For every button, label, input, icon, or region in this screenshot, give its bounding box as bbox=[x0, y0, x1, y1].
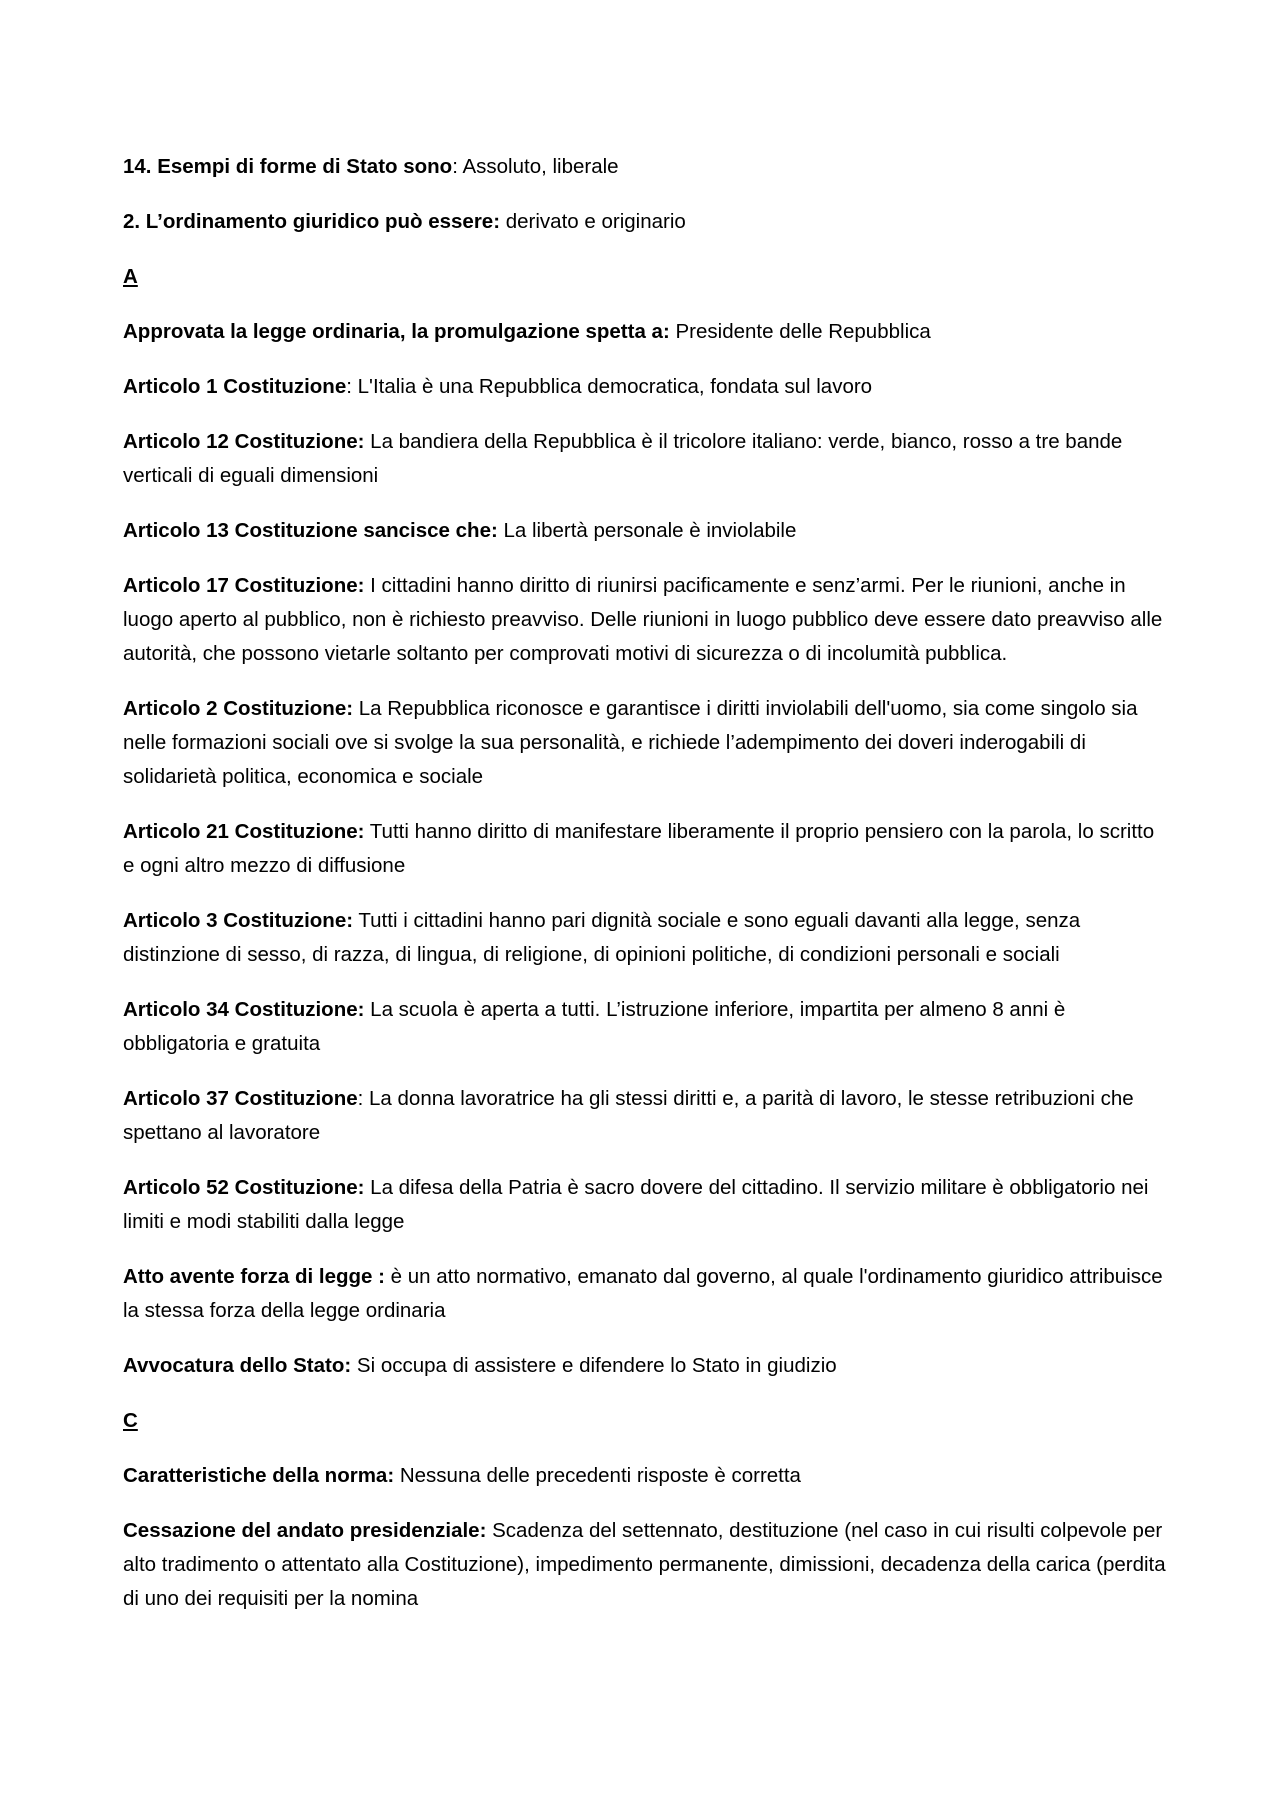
entry-term: Articolo 13 Costituzione sancisce che: bbox=[123, 519, 498, 542]
entry-term: Articolo 17 Costituzione: bbox=[123, 574, 365, 597]
entry-definition: : Assoluto, liberale bbox=[452, 155, 619, 178]
entry-articolo-12 bbox=[123, 425, 1168, 493]
entry-definition: : La donna lavoratrice ha gli stessi diritti e, a parità di lavoro, le stesse retribuzioni che spettano al lavoratore bbox=[123, 1087, 1134, 1144]
entry-articolo-17 bbox=[123, 569, 1168, 671]
entry-definition: Si occupa di assistere e difendere lo Stato in giudizio bbox=[351, 1354, 837, 1377]
entry-term: Articolo 2 Costituzione: bbox=[123, 697, 354, 720]
entry-term: Avvocatura dello Stato: bbox=[123, 1354, 352, 1377]
entry-term: 2. L’ordinamento giuridico può essere: bbox=[123, 210, 501, 233]
entry-definition: Tutti i cittadini hanno pari dignità sociale e sono eguali davanti alla legge, senza distinzione di sesso, di razza, di lingua, di religione, di opinioni politiche, di condizioni personali e sociali bbox=[123, 909, 1081, 966]
entry-definition: : L'Italia è una Repubblica democratica, fondata sul lavoro bbox=[346, 375, 873, 398]
entry-term: Articolo 34 Costituzione: bbox=[123, 998, 365, 1021]
entry-promulgazione bbox=[123, 315, 1168, 349]
entry-definition: La bandiera della Repubblica è il tricolore italiano: verde, bianco, rosso a tre bande verticali di eguali dimensioni bbox=[123, 430, 1123, 487]
entry-definition: I cittadini hanno diritto di riunirsi pacificamente e senz’armi. Per le riunioni, anche in luogo aperto al pubblico, non è richiesto preavviso. Delle riunioni in luogo pubblico deve essere dato preavviso alle autorità, che possono vietarle soltanto per comprovati motivi di sicurezza o di incolumità pubblica. bbox=[123, 574, 1163, 665]
entry-definition: Scadenza del settennato, destituzione (nel caso in cui risulti colpevole per alto tradimento o attentato alla Costituzione), impedimento permanente, dimissioni, decadenza della carica (perdita di uno dei requisiti per la nomina bbox=[123, 1519, 1166, 1610]
entry-term: Articolo 3 Costituzione: bbox=[123, 909, 354, 932]
entry-definition: La Repubblica riconosce e garantisce i diritti inviolabili dell'uomo, sia come singolo sia nelle formazioni sociali ove si svolge la sua personalità, e richiede l’adempimento dei doveri inderogabili di solidarietà politica, economica e sociale bbox=[123, 697, 1138, 788]
entry-term: Atto avente forza di legge : bbox=[123, 1265, 385, 1288]
entry-definition: derivato e originario bbox=[500, 210, 686, 233]
entry-definition: Presidente delle Repubblica bbox=[669, 320, 931, 343]
entry-term: 14. Esempi di forme di Stato sono bbox=[123, 155, 453, 178]
document-page bbox=[123, 150, 1168, 1637]
entry-definition: La difesa della Patria è sacro dovere del cittadino. Il servizio militare è obbligatorio nei limiti e modi stabiliti dalla legge bbox=[123, 1176, 1149, 1233]
entry-definition: Nessuna delle precedenti risposte è corretta bbox=[394, 1464, 801, 1487]
entry-term: Articolo 21 Costituzione: bbox=[123, 820, 365, 843]
entry-term: Articolo 37 Costituzione bbox=[123, 1087, 358, 1110]
entry-term: Articolo 12 Costituzione: bbox=[123, 430, 365, 453]
entry-articolo-37 bbox=[123, 1082, 1168, 1150]
entry-cessazione-mandato bbox=[123, 1514, 1168, 1616]
entry-term: Cessazione del andato presidenziale: bbox=[123, 1519, 487, 1542]
entry-definition: è un atto normativo, emanato dal governo, al quale l'ordinamento giuridico attribuisce la stessa forza della legge ordinaria bbox=[123, 1265, 1163, 1322]
entry-avvocatura-dello-stato bbox=[123, 1349, 1168, 1383]
entry-articolo-2 bbox=[123, 692, 1168, 794]
entry-articolo-34 bbox=[123, 993, 1168, 1061]
entry-articolo-52 bbox=[123, 1171, 1168, 1239]
entry-definition: La libertà personale è inviolabile bbox=[497, 519, 797, 542]
entry-articolo-13 bbox=[123, 514, 1168, 548]
entry-term: Articolo 1 Costituzione bbox=[123, 375, 347, 398]
entry-articolo-1 bbox=[123, 370, 1168, 404]
entry-term: Approvata la legge ordinaria, la promulgazione spetta a: bbox=[123, 320, 670, 343]
entry-forme-di-stato bbox=[123, 150, 1168, 184]
entry-ordinamento-giuridico bbox=[123, 205, 1168, 239]
entry-articolo-3 bbox=[123, 904, 1168, 972]
entry-term: Articolo 52 Costituzione: bbox=[123, 1176, 365, 1199]
entry-definition: La scuola è aperta a tutti. L’istruzione inferiore, impartita per almeno 8 anni è obbligatoria e gratuita bbox=[123, 998, 1066, 1055]
section-letter-a: A bbox=[123, 265, 138, 288]
entry-term: Caratteristiche della norma: bbox=[123, 1464, 395, 1487]
entry-definition: Tutti hanno diritto di manifestare liberamente il proprio pensiero con la parola, lo scritto e ogni altro mezzo di diffusione bbox=[123, 820, 1155, 877]
section-letter-c: C bbox=[123, 1409, 138, 1432]
entry-caratteristiche-norma bbox=[123, 1459, 1168, 1493]
entry-articolo-21 bbox=[123, 815, 1168, 883]
entry-atto-forza-di-legge bbox=[123, 1260, 1168, 1328]
